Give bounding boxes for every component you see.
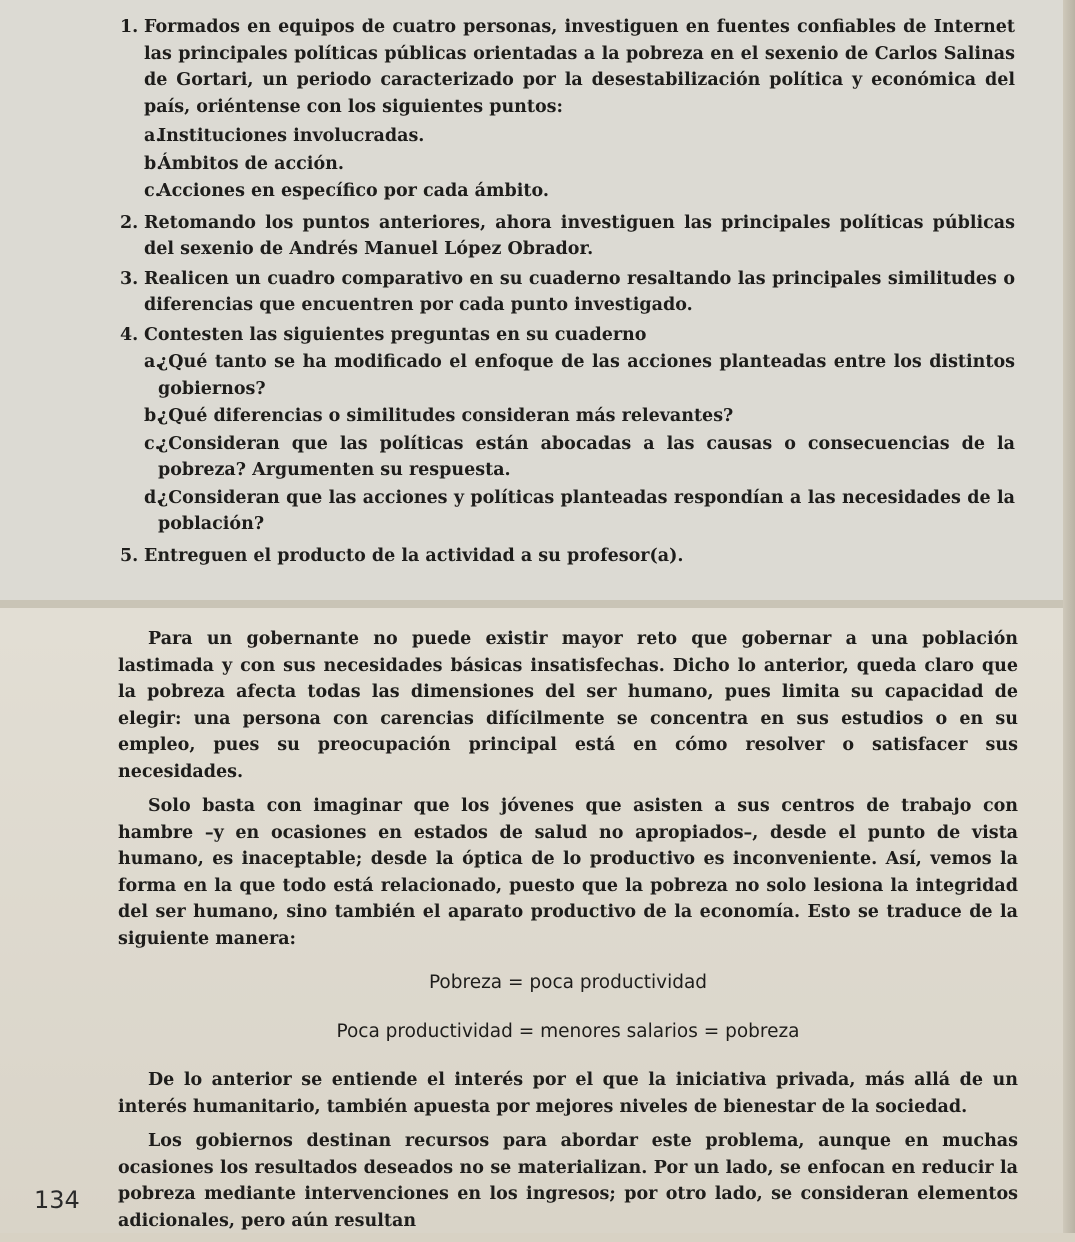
subitem-text: ¿Consideran que las políticas están abocadas a las causas o consecuencias de la pobreza? Argumenten su respuesta. — [158, 433, 1015, 480]
subitem-letter: d. — [144, 487, 163, 508]
activity-subitem-1c — [120, 178, 1015, 205]
subitem-letter: c. — [144, 181, 161, 201]
subitem-letter: a. — [144, 126, 162, 146]
subitem-text: ¿Consideran que las acciones y políticas planteadas respondían a las necesidades de la población? — [158, 487, 1015, 534]
activity-list — [120, 14, 1015, 572]
activity-item-4 — [120, 322, 1015, 349]
reading-paragraph-2: Solo basta con imaginar que los jóvenes que asisten a sus centros de trabajo con hambre –y en ocasiones en estados de salud no apropiados–, desde el punto de vista humano, es inaceptable; desde la óptica de lo productivo es inconveniente. Así, vemos la forma en la que todo está relacionado, puesto que la pobreza no solo lesiona la integridad del ser humano, sino también el aparato productivo de la economía. Esto se traduce de la siguiente manera: — [118, 796, 1018, 949]
page-binding-edge — [1063, 0, 1075, 1233]
section-divider — [0, 600, 1075, 608]
reading-paragraph-4: Los gobiernos destinan recursos para abordar este problema, aunque en muchas ocasiones los resultados deseados no se materializan. Por un lado, se enfocan en reducir la pobreza mediante intervenciones en los ingresos; por otro lado, se consideran elementos adicionales, pero aún resultan — [118, 1131, 1018, 1231]
item-number: 2. — [120, 212, 139, 233]
subitem-text: Acciones en específico por cada ámbito. — [158, 181, 549, 201]
reading-paragraph-3: De lo anterior se entiende el interés por el que la iniciativa privada, más allá de un interés humanitario, también apuesta por mejores niveles de bienestar de la sociedad. — [118, 1070, 1018, 1117]
activity-subitem-4d — [120, 485, 1015, 538]
subitem-text: Instituciones involucradas. — [158, 126, 425, 146]
subitem-text: ¿Qué tanto se ha modificado el enfoque de las acciones planteadas entre los distintos gobiernos? — [158, 352, 1015, 399]
item-number: 1. — [120, 17, 139, 37]
item-text: Formados en equipos de cuatro personas, investiguen en fuentes confiables de Internet las principales políticas públicas orientadas a la pobreza en el sexenio de Carlos Salinas de Gortari, un periodo caracterizado por la desestabilización política y económica del país, oriéntense con los siguientes puntos: — [144, 17, 1015, 117]
item-number: 5. — [120, 545, 139, 566]
subitem-letter: b. — [144, 406, 163, 426]
subitem-text: Ámbitos de acción. — [158, 153, 344, 174]
activity-subitem-4b — [120, 403, 1015, 430]
reading-section — [118, 626, 1018, 1242]
activity-item-5 — [120, 543, 1015, 570]
item-text: Realicen un cuadro comparativo en su cuaderno resaltando las principales similitudes o diferencias que encuentren por cada punto investigado. — [144, 268, 1015, 315]
item-number: 4. — [120, 324, 139, 345]
subitem-letter: b. — [144, 153, 163, 174]
subitem-letter: c. — [144, 433, 161, 454]
formula-poverty-productivity: Pobreza = poca productividad — [428, 972, 708, 993]
activity-subitem-1b — [120, 151, 1015, 178]
formula-productivity-salaries: Poca productividad = menores salarios = pobreza — [336, 1020, 800, 1042]
activity-subitem-4a — [120, 349, 1015, 402]
activity-item-2 — [120, 210, 1015, 263]
subitem-letter: a. — [144, 352, 162, 372]
subitem-text: ¿Qué diferencias o similitudes consideran más relevantes? — [158, 406, 734, 426]
item-number: 3. — [120, 268, 139, 289]
item-text: Contesten las siguientes preguntas en su cuaderno — [144, 324, 647, 345]
page-number: 134 — [34, 1186, 80, 1214]
reading-paragraph-1: Para un gobernante no puede existir mayor reto que gobernar a una población lastimada y con sus necesidades básicas insatisfechas. Dicho lo anterior, queda claro que la pobreza afecta todas las dimensiones del ser humano, pues limita su capacidad de elegir: una persona con carencias difícilmente se concentra en sus estudios o en su empleo, pues su preocupación principal está en cómo resolver o satisfacer sus necesidades. — [118, 629, 1018, 782]
activity-subitem-4c — [120, 431, 1015, 484]
item-text: Entreguen el producto de la actividad a su profesor(a). — [144, 545, 684, 566]
activity-item-3 — [120, 266, 1015, 319]
activity-item-1 — [120, 14, 1015, 120]
item-text: Retomando los puntos anteriores, ahora investiguen las principales políticas públicas del sexenio de Andrés Manuel López Obrador. — [144, 212, 1015, 259]
activity-subitem-1a — [120, 123, 1015, 150]
